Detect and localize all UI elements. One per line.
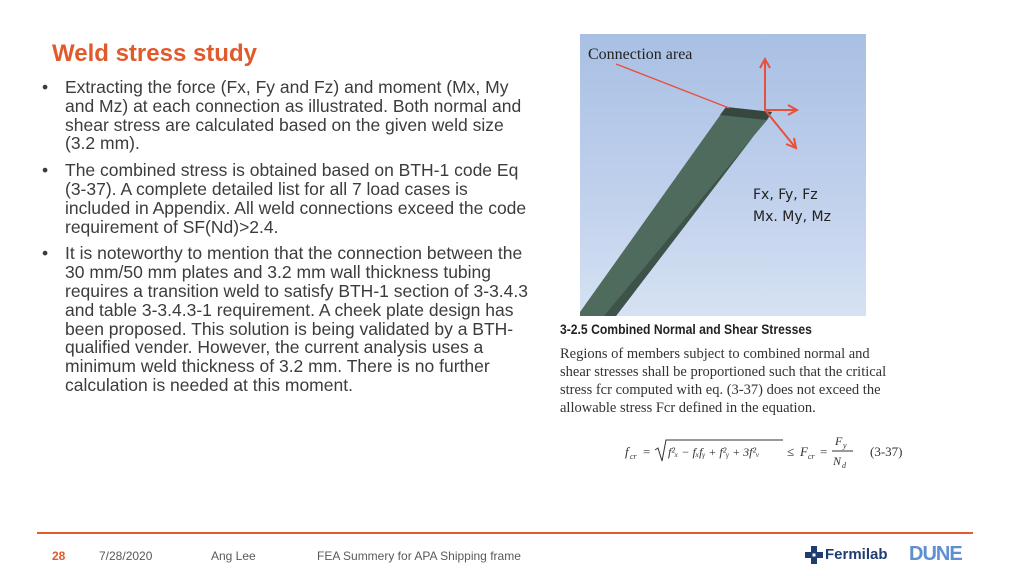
bullet-item: [42, 161, 532, 236]
fermilab-mark-icon: [805, 546, 823, 564]
dune-logo: [909, 543, 962, 566]
svg-text:d: d: [842, 461, 846, 470]
moment-label: Mx. My, Mz: [753, 209, 831, 225]
footer-document-title: FEA Summery for APA Shipping frame: [317, 549, 521, 563]
footer-date: 7/28/2020: [99, 549, 153, 563]
svg-text:f²ₓ − fₓfᵧ + f²ᵧ + 3f²ᵥ: f²ₓ − fₓfᵧ + f²ᵧ + 3f²ᵥ: [668, 445, 760, 459]
code-heading: 3-2.5 Combined Normal and Shear Stresses: [560, 322, 812, 337]
code-body: Regions of members subject to combined normal and shear stresses shall be proportioned such that the critical stress fcr computed with eq. (3-37) does not exceed the allowable stress Fcr defined in the equation.: [560, 346, 887, 416]
bullet-item: [42, 244, 532, 394]
bullet-text: It is noteworthy to mention that the connection between the 30 mm/50 mm plates and 3.2 mm wall thickness tubing requires a transition weld to satisfy BTH-1 section of 3-3.4.3 and table 3-3.4.3-1 requirement. A cheek plate design has been proposed. This solution is being validated by a BTH-qualified vender. However, the current analysis uses a minimum weld thickness of 3.2 mm. There is no further calculation is needed at this moment.: [65, 243, 528, 395]
arrow-diag: [765, 110, 795, 147]
connection-figure: [580, 34, 866, 316]
bullet-text: Extracting the force (Fx, Fy and Fz) and moment (Mx, My and Mz) at each connection as illustrated. Both normal and shear stress are calculated based on the given weld size (3.2 mm).: [65, 77, 522, 154]
figure-caption: Connection area: [588, 46, 693, 63]
svg-text:N: N: [833, 454, 842, 468]
svg-text:f: f: [625, 444, 629, 459]
force-arrows: [760, 59, 797, 148]
caption-pointer-line: [616, 64, 729, 108]
bullet-dot-icon: •: [42, 77, 49, 97]
bullet-dot-icon: •: [42, 243, 49, 264]
slide-title: Weld stress study: [52, 40, 257, 67]
svg-text:F: F: [835, 434, 843, 448]
bullet-dot-icon: •: [42, 160, 49, 181]
equation-graphic: [625, 430, 865, 470]
beam-illustration: [580, 34, 866, 316]
force-label: Fx, Fy, Fz: [753, 187, 818, 203]
svg-text:cr: cr: [630, 452, 637, 461]
page-number: 28: [52, 549, 66, 563]
combined-stress-equation: [625, 430, 910, 470]
code-excerpt: [560, 322, 910, 417]
beam-body: [580, 107, 772, 316]
equation-number: (3-37): [870, 444, 903, 459]
svg-text:≤: ≤: [787, 444, 795, 459]
svg-text:y: y: [843, 441, 847, 450]
svg-text:=: =: [643, 444, 651, 459]
svg-text:=: =: [820, 444, 828, 459]
bullet-list: [42, 78, 532, 403]
bullet-text: The combined stress is obtained based on BTH-1 code Eq (3-37). A complete detailed list for all 7 load cases is included in Appendix. All weld connections exceed the code requirement of SF(Nd)>2.4.: [65, 160, 527, 237]
bullet-item: [42, 78, 532, 153]
fermilab-wordmark: Fermilab: [825, 546, 888, 563]
footer-author: Ang Lee: [211, 549, 256, 563]
footer-divider: [37, 532, 973, 534]
svg-text:F: F: [800, 444, 808, 459]
svg-text:cr: cr: [808, 452, 815, 461]
dune-wordmark: DUNE: [909, 543, 962, 565]
force-labels: [753, 184, 831, 228]
